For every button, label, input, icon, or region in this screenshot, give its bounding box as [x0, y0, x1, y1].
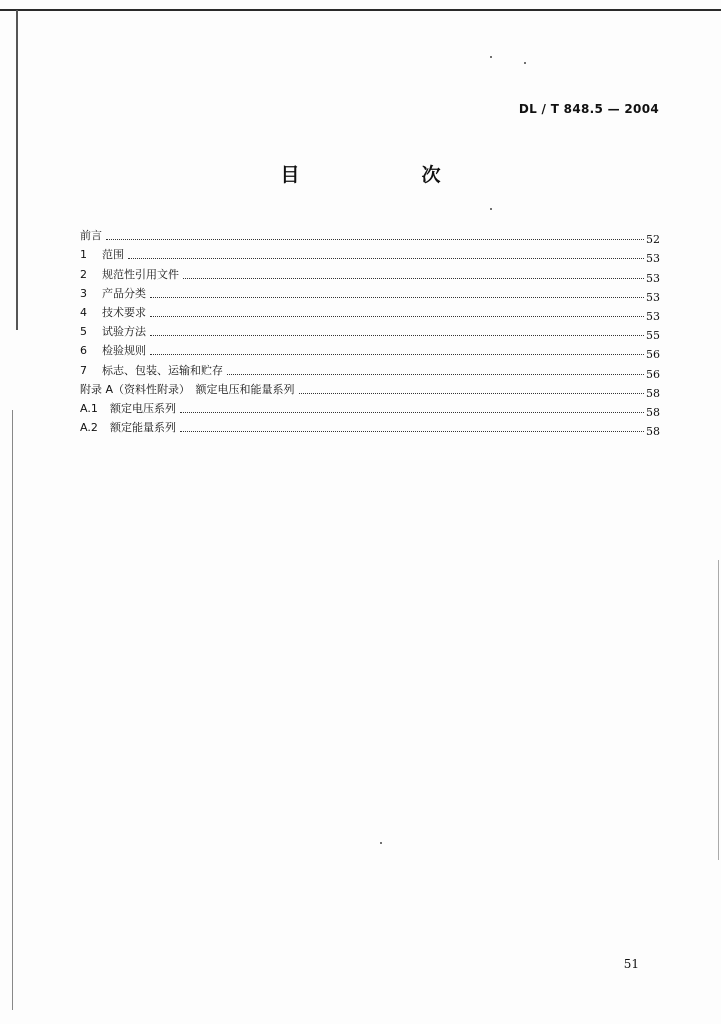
- toc-entry-text: 检验规则: [102, 344, 146, 358]
- toc-entry-number: 5: [80, 325, 87, 339]
- toc-entry-a2[interactable]: [80, 416, 660, 439]
- toc-entry-text: 标志、包装、运输和贮存: [102, 363, 223, 377]
- toc-entry-marking-packaging[interactable]: [80, 358, 660, 381]
- toc-entry-technical-requirements[interactable]: [80, 301, 660, 323]
- toc-entry-text: 范围: [102, 248, 124, 262]
- toc-entry-page: 55: [646, 329, 660, 343]
- toc-entry-number: 1: [80, 248, 87, 262]
- toc-entry-label: [80, 364, 223, 378]
- toc-entry-scope[interactable]: [80, 243, 660, 266]
- toc-entry-page: 53: [646, 271, 660, 285]
- scan-edge-top: [0, 9, 721, 11]
- toc-leader-dots: [128, 258, 644, 259]
- toc-entry-text: 额定电压系列: [110, 401, 176, 415]
- toc-entry-foreword[interactable]: [80, 224, 660, 247]
- toc-entry-text: 额定能量系列: [110, 421, 176, 435]
- toc-leader-dots: [180, 431, 644, 432]
- toc-entry-page: 53: [646, 309, 660, 323]
- toc-entry-label: [80, 229, 102, 243]
- toc-entry-test-methods[interactable]: [80, 320, 660, 343]
- toc-entry-page: 52: [646, 233, 660, 247]
- toc-entry-label: [80, 421, 176, 435]
- table-of-contents: [80, 224, 660, 439]
- toc-entry-product-classification[interactable]: [80, 282, 660, 304]
- scan-edge-right: [718, 560, 719, 860]
- toc-entry-page: 53: [646, 290, 660, 304]
- toc-leader-dots: [150, 335, 644, 336]
- toc-entry-number: 6: [80, 344, 87, 358]
- toc-entry-page: 58: [646, 405, 660, 419]
- toc-leader-dots: [106, 239, 644, 240]
- standard-code: DL / T 848.5 — 2004: [518, 102, 659, 116]
- toc-entry-number: A.2: [80, 421, 98, 435]
- toc-entry-page: 58: [646, 425, 660, 439]
- toc-entry-label: [80, 344, 146, 358]
- scan-speck: [380, 842, 382, 844]
- scan-speck: [490, 208, 492, 210]
- scan-speck: [524, 62, 526, 64]
- toc-entry-normative-references[interactable]: [80, 262, 660, 285]
- toc-entry-label: [80, 306, 146, 320]
- toc-entry-number: 2: [80, 267, 87, 281]
- toc-entry-annex-a[interactable]: [80, 378, 660, 400]
- toc-entry-page: 56: [646, 348, 660, 362]
- toc-entry-label: [80, 402, 176, 416]
- toc-leader-dots: [150, 316, 644, 317]
- toc-entry-number: A.1: [80, 401, 98, 415]
- toc-entry-a1[interactable]: [80, 397, 660, 419]
- toc-leader-dots: [150, 297, 644, 298]
- toc-entry-label: [80, 383, 295, 397]
- toc-leader-dots: [183, 278, 644, 279]
- toc-entry-label: [80, 248, 124, 262]
- toc-leader-dots: [180, 412, 644, 413]
- toc-entry-label: [80, 287, 146, 301]
- toc-entry-inspection-rules[interactable]: [80, 339, 660, 362]
- toc-entry-text: 产品分类: [102, 286, 146, 300]
- scan-speck: [490, 56, 492, 58]
- toc-entry-text: 试验方法: [102, 325, 146, 339]
- page-number: 51: [623, 957, 639, 971]
- toc-entry-number: 3: [80, 286, 87, 300]
- toc-entry-page: 56: [646, 367, 660, 381]
- toc-entry-label: [80, 325, 146, 339]
- toc-entry-text: 技术要求: [102, 305, 146, 319]
- toc-leader-dots: [227, 374, 644, 375]
- toc-leader-dots: [150, 354, 644, 355]
- toc-entry-text: 规范性引用文件: [102, 267, 179, 281]
- toc-title: 目 次: [280, 164, 469, 186]
- toc-leader-dots: [299, 393, 644, 394]
- toc-entry-number: 4: [80, 305, 87, 319]
- scan-edge-left-lower: [12, 410, 13, 1010]
- toc-entry-page: 58: [646, 386, 660, 400]
- toc-entry-page: 53: [646, 252, 660, 266]
- toc-entry-text: 附录 A（资料性附录） 额定电压和能量系列: [80, 382, 295, 396]
- toc-entry-number: 7: [80, 363, 87, 377]
- toc-entry-label: [80, 268, 179, 282]
- toc-entry-text: 前言: [80, 229, 102, 243]
